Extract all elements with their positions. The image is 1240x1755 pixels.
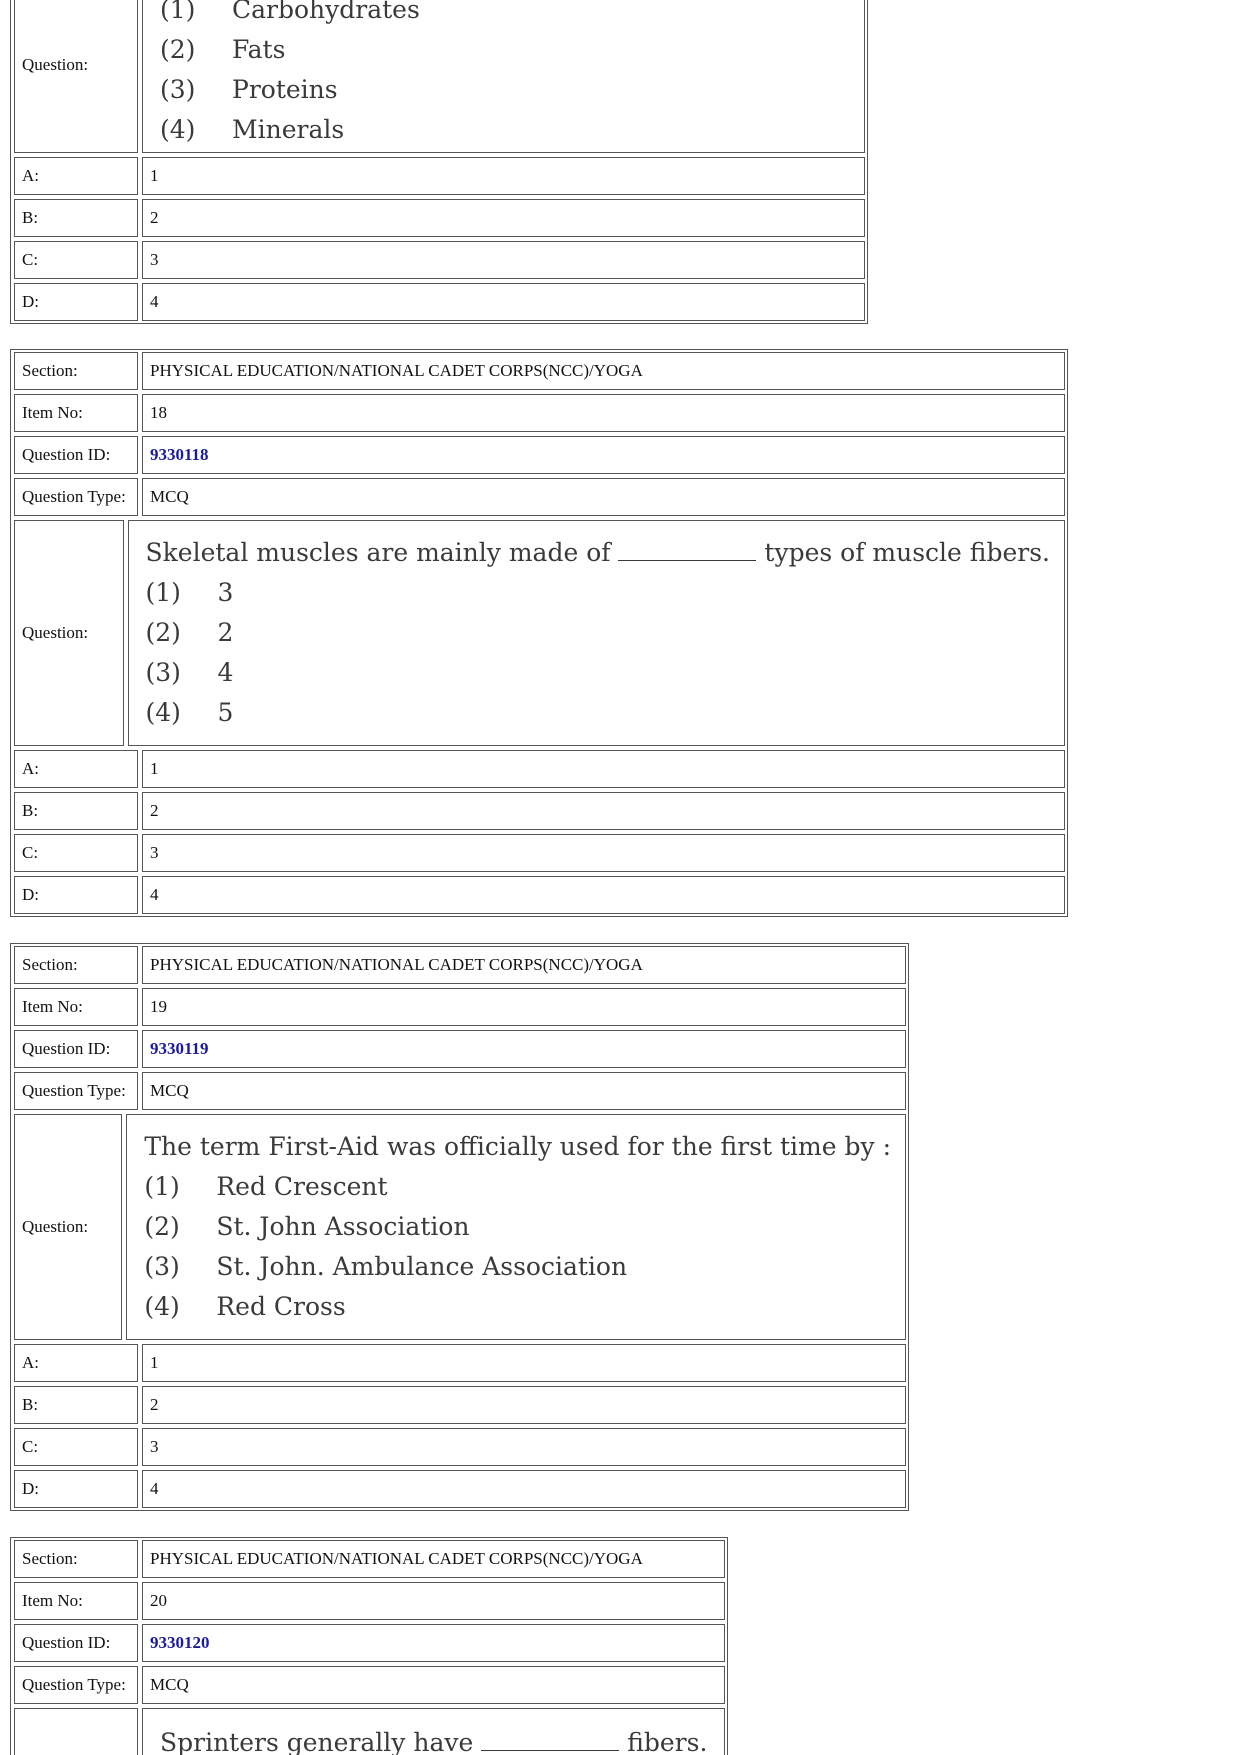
question-type-value: MCQ xyxy=(142,478,1065,516)
item-no-label: Item No: xyxy=(14,1582,138,1620)
answer-label-b: B: xyxy=(14,199,138,237)
answer-row-b xyxy=(14,792,1065,830)
answer-value-d: 4 xyxy=(142,1470,906,1508)
question-label xyxy=(14,1708,138,1755)
answer-row-a xyxy=(14,750,1065,788)
answer-value-d: 4 xyxy=(142,283,865,321)
question-table-19 xyxy=(10,943,909,1511)
answer-row-c xyxy=(14,834,1065,872)
answer-label-d: D: xyxy=(14,876,138,914)
answer-row-d xyxy=(14,283,865,321)
option-3: (3) 4 xyxy=(145,658,234,687)
answer-row-b xyxy=(14,199,865,237)
option-1: (1) 3 xyxy=(145,578,234,607)
question-content xyxy=(128,520,1065,746)
option-3: (3) St. John. Ambulance Association xyxy=(144,1252,628,1281)
answer-value-d: 4 xyxy=(142,876,1065,914)
question-type-label: Question Type: xyxy=(14,1666,138,1704)
question-table-20 xyxy=(10,1537,728,1755)
question-id-row xyxy=(14,1624,725,1662)
answer-value-a: 1 xyxy=(142,750,1065,788)
question-type-row xyxy=(14,478,1065,516)
section-label: Section: xyxy=(14,352,138,390)
question-content xyxy=(126,1114,906,1340)
question-content xyxy=(142,0,865,153)
question-label: Question: xyxy=(14,520,124,746)
option-2: (2) St. John Association xyxy=(144,1212,470,1241)
item-no-value: 19 xyxy=(142,988,906,1026)
item-no-label: Item No: xyxy=(14,394,138,432)
section-value: PHYSICAL EDUCATION/NATIONAL CADET CORPS(NCC)/YOGA xyxy=(142,352,1065,390)
answer-value-c: 3 xyxy=(142,834,1065,872)
fill-in-blank xyxy=(481,1749,619,1751)
question-id-label: Question ID: xyxy=(14,1030,138,1068)
question-content xyxy=(142,1708,725,1755)
item-no-row xyxy=(14,988,906,1026)
answer-label-a: A: xyxy=(14,1344,138,1382)
question-stem: The term First-Aid was officially used for the first time by : xyxy=(144,1132,891,1161)
item-no-label: Item No: xyxy=(14,988,138,1026)
option-2: (2) 2 xyxy=(145,618,234,647)
item-no-value: 20 xyxy=(142,1582,725,1620)
question-row xyxy=(14,520,1065,746)
question-row xyxy=(14,0,865,153)
answer-value-c: 3 xyxy=(142,241,865,279)
question-row xyxy=(14,1708,725,1755)
answer-value-b: 2 xyxy=(142,792,1065,830)
option-4: (4) Red Cross xyxy=(144,1292,346,1321)
section-label: Section: xyxy=(14,946,138,984)
question-stem: Sprinters generally have fibers. xyxy=(160,1728,708,1755)
answer-label-a: A: xyxy=(14,157,138,195)
item-no-value: 18 xyxy=(142,394,1065,432)
answer-row-c xyxy=(14,241,865,279)
question-type-value: MCQ xyxy=(142,1072,906,1110)
question-id-label: Question ID: xyxy=(14,1624,138,1662)
section-row xyxy=(14,1540,725,1578)
answer-label-a: A: xyxy=(14,750,138,788)
section-row xyxy=(14,946,906,984)
answer-value-c: 3 xyxy=(142,1428,906,1466)
question-type-row xyxy=(14,1072,906,1110)
fill-in-blank xyxy=(618,559,756,561)
answer-row-c xyxy=(14,1428,906,1466)
section-row xyxy=(14,352,1065,390)
answer-value-b: 2 xyxy=(142,1386,906,1424)
answer-label-b: B: xyxy=(14,792,138,830)
answer-label-c: C: xyxy=(14,241,138,279)
answer-row-d xyxy=(14,876,1065,914)
question-id-row xyxy=(14,436,1065,474)
option-1: (1) Red Crescent xyxy=(144,1172,388,1201)
question-type-label: Question Type: xyxy=(14,1072,138,1110)
question-id-label: Question ID: xyxy=(14,436,138,474)
option-2: (2) Fats xyxy=(160,35,286,64)
question-type-value: MCQ xyxy=(142,1666,725,1704)
question-id-value: 9330120 xyxy=(142,1624,725,1662)
item-no-row xyxy=(14,394,1065,432)
answer-value-a: 1 xyxy=(142,157,865,195)
option-3: (3) Proteins xyxy=(160,75,338,104)
answer-value-a: 1 xyxy=(142,1344,906,1382)
answer-value-b: 2 xyxy=(142,199,865,237)
question-row xyxy=(14,1114,906,1340)
question-id-value: 9330118 xyxy=(142,436,1065,474)
section-value: PHYSICAL EDUCATION/NATIONAL CADET CORPS(NCC)/YOGA xyxy=(142,946,906,984)
question-id-value: 9330119 xyxy=(142,1030,906,1068)
question-label: Question: xyxy=(14,0,138,153)
answer-label-d: D: xyxy=(14,1470,138,1508)
answer-label-c: C: xyxy=(14,834,138,872)
item-no-row xyxy=(14,1582,725,1620)
answer-row-d xyxy=(14,1470,906,1508)
answer-row-b xyxy=(14,1386,906,1424)
question-type-label: Question Type: xyxy=(14,478,138,516)
option-4: (4) Minerals xyxy=(160,115,345,144)
question-table-18 xyxy=(10,349,1068,917)
answer-row-a xyxy=(14,1344,906,1382)
answer-label-c: C: xyxy=(14,1428,138,1466)
question-type-row xyxy=(14,1666,725,1704)
answer-label-d: D: xyxy=(14,283,138,321)
answer-label-b: B: xyxy=(14,1386,138,1424)
option-4: (4) 5 xyxy=(145,698,234,727)
option-1: (1) Carbohydrates xyxy=(160,0,420,24)
question-stem: Skeletal muscles are mainly made of types of muscle fibers. xyxy=(145,538,1050,567)
answer-row-a xyxy=(14,157,865,195)
section-label: Section: xyxy=(14,1540,138,1578)
question-table-17 xyxy=(10,0,868,324)
question-label: Question: xyxy=(14,1114,122,1340)
section-value: PHYSICAL EDUCATION/NATIONAL CADET CORPS(NCC)/YOGA xyxy=(142,1540,725,1578)
question-id-row xyxy=(14,1030,906,1068)
